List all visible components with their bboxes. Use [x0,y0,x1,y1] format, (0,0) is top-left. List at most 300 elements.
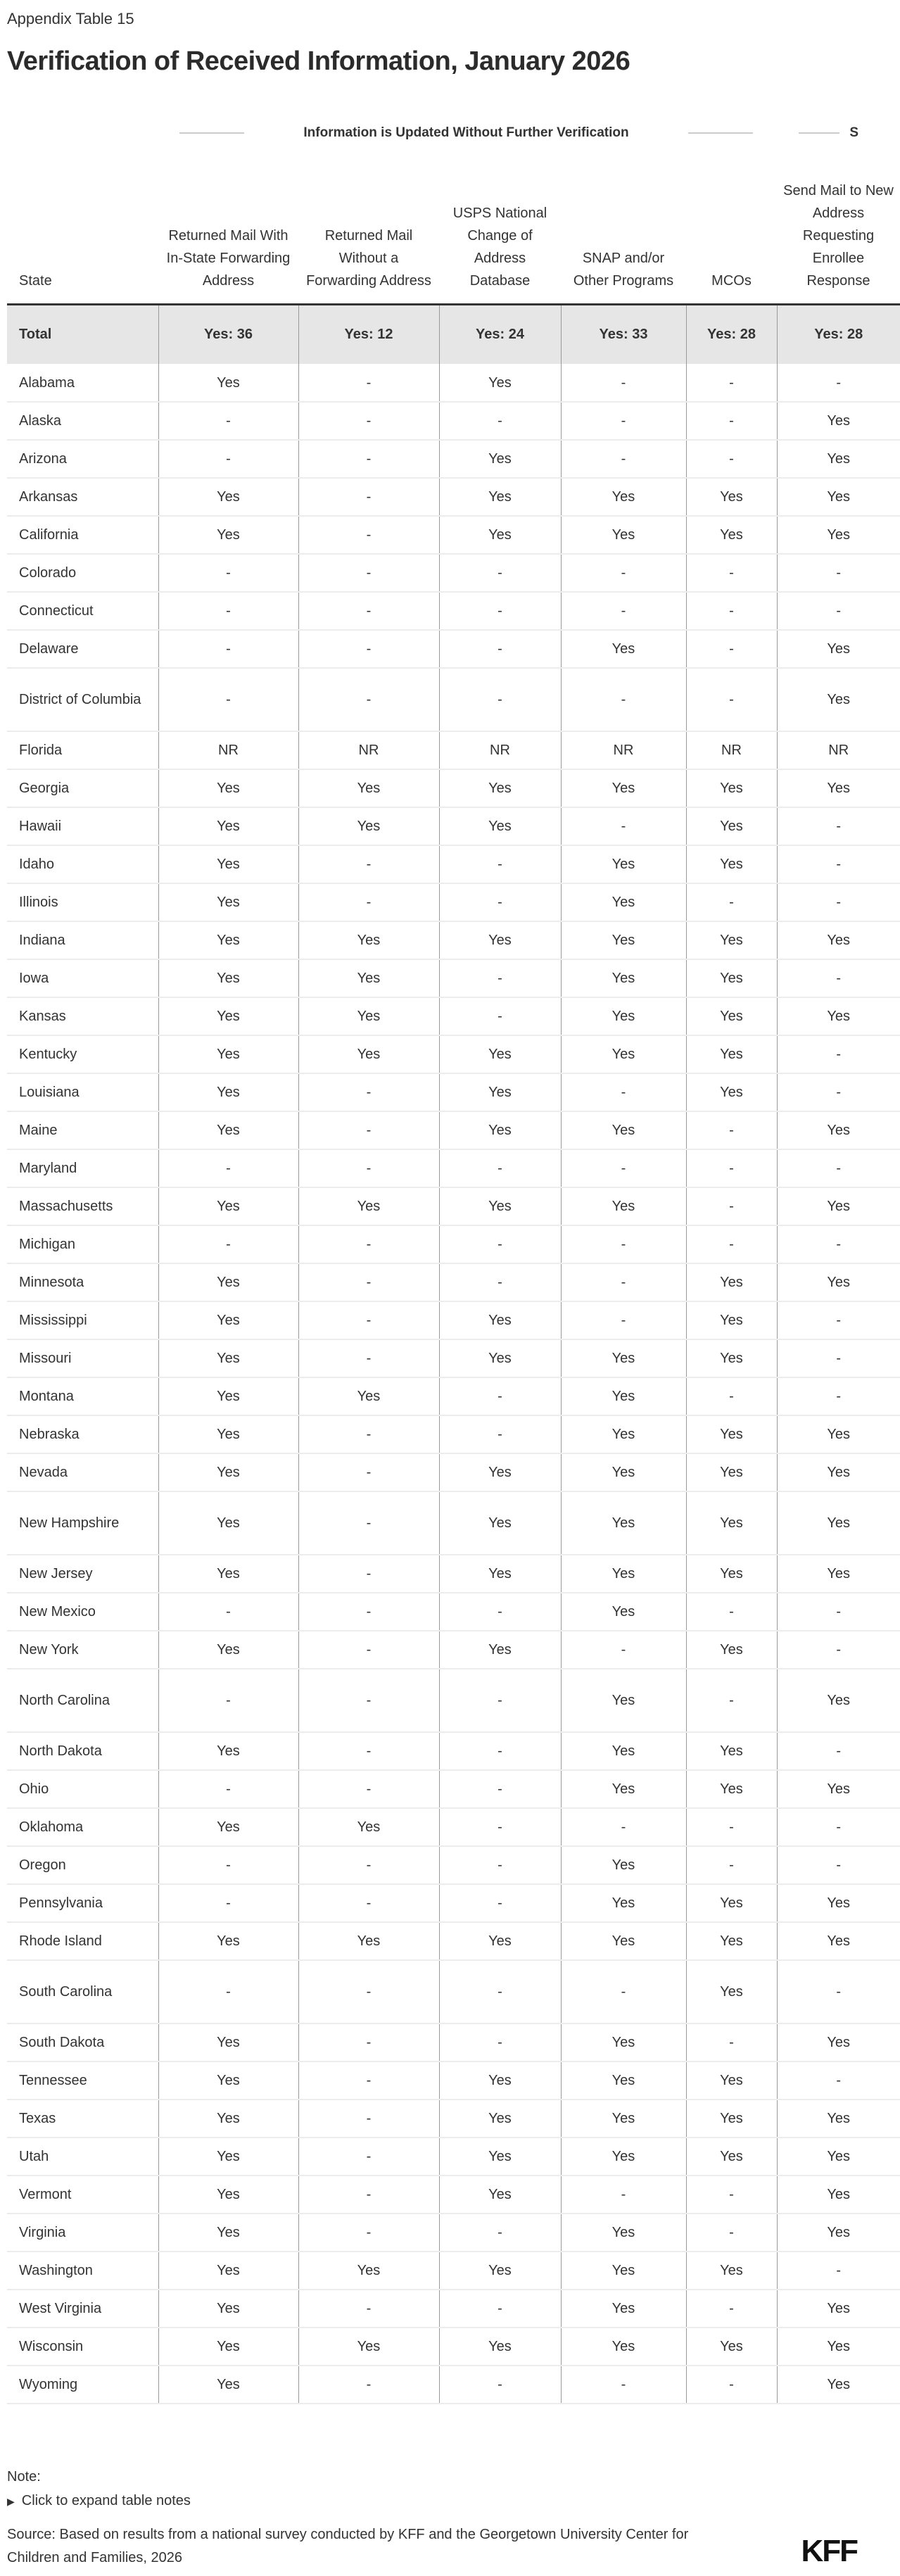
table-row [7,807,900,845]
value-cell: - [158,630,298,668]
state-cell: Wyoming [7,2366,158,2404]
value-cell: Yes [158,1631,298,1669]
value-cell: Yes: 12 [298,304,439,364]
value-cell: - [777,1149,900,1187]
value-cell: Yes [686,2062,777,2100]
value-cell: - [777,2062,900,2100]
value-cell: Yes: 28 [777,304,900,364]
value-cell: Yes [439,1631,561,1669]
value-cell: - [686,1187,777,1225]
value-cell: - [686,2023,777,2062]
value-cell: - [439,1884,561,1922]
table-row [7,1073,900,1111]
value-cell: Yes [561,1846,686,1884]
value-cell: Yes [777,1770,900,1808]
value-cell: Yes [158,2214,298,2252]
value-cell: - [686,1808,777,1846]
value-cell: - [686,2290,777,2328]
value-cell: - [439,883,561,921]
value-cell: - [298,1960,439,2023]
state-cell: Tennessee [7,2062,158,2100]
table-row [7,554,900,592]
value-cell: - [439,2290,561,2328]
value-cell: Yes [561,997,686,1035]
value-cell: Yes [561,1377,686,1415]
value-cell: - [561,1149,686,1187]
value-cell: - [298,1301,439,1339]
state-cell: Indiana [7,921,158,959]
table-row [7,1770,900,1808]
state-cell: Minnesota [7,1263,158,1301]
value-cell: - [298,1073,439,1111]
appendix-label: Appendix Table 15 [7,10,134,27]
value-cell: Yes [561,478,686,516]
value-cell: - [561,1301,686,1339]
value-cell: Yes [686,921,777,959]
value-cell: Yes [686,1073,777,1111]
table-row [7,1149,900,1187]
value-cell: Yes [158,1339,298,1377]
value-cell: - [777,1631,900,1669]
column-header[interactable]: SNAP and/or Other Programs [561,148,686,304]
value-cell: NR [439,731,561,769]
value-cell: Yes [439,2252,561,2290]
value-cell: Yes [439,364,561,402]
value-cell: Yes [158,1111,298,1149]
value-cell: Yes [777,402,900,440]
value-cell: Yes [439,807,561,845]
value-cell: - [298,1669,439,1732]
value-cell: - [158,668,298,731]
table-row [7,1111,900,1149]
value-cell: Yes [158,1073,298,1111]
column-header-state[interactable]: State [7,148,158,304]
value-cell: Yes [777,921,900,959]
value-cell: - [686,1377,777,1415]
value-cell: Yes [158,2366,298,2404]
value-cell: Yes [686,1453,777,1491]
state-cell: Ohio [7,1770,158,1808]
column-header[interactable]: MCOs [686,148,777,304]
state-cell: New Jersey [7,1555,158,1593]
value-cell: Yes [561,1187,686,1225]
value-cell: - [777,1808,900,1846]
state-cell: Massachusetts [7,1187,158,1225]
state-cell: South Carolina [7,1960,158,2023]
value-cell: Yes [686,1555,777,1593]
table-row [7,1377,900,1415]
value-cell: - [298,1263,439,1301]
divider [179,132,244,134]
value-cell: - [439,630,561,668]
value-cell: Yes [561,2290,686,2328]
value-cell: Yes [439,478,561,516]
value-cell: - [777,1960,900,2023]
value-cell: - [298,1453,439,1491]
state-cell: Wisconsin [7,2328,158,2366]
state-cell: Michigan [7,1225,158,1263]
value-cell: Yes [686,1960,777,2023]
value-cell: Yes [561,1732,686,1770]
state-cell: Kansas [7,997,158,1035]
value-cell: Yes [686,1770,777,1808]
value-cell: - [298,2176,439,2214]
value-cell: - [561,1631,686,1669]
value-cell: Yes [158,2290,298,2328]
value-cell: - [686,1669,777,1732]
value-cell: Yes [298,959,439,997]
table-row [7,1415,900,1453]
value-cell: Yes [686,1922,777,1960]
state-cell: North Dakota [7,1732,158,1770]
value-cell: - [439,1808,561,1846]
state-cell: Alaska [7,402,158,440]
state-cell: New Hampshire [7,1491,158,1555]
table-row [7,959,900,997]
value-cell: - [777,1035,900,1073]
value-cell: - [686,554,777,592]
value-cell: - [298,668,439,731]
column-header[interactable]: Returned Mail Without a Forwarding Address [298,148,439,304]
value-cell: - [298,1732,439,1770]
divider [799,132,839,134]
value-cell: Yes [686,997,777,1035]
value-cell: - [298,630,439,668]
value-cell: - [561,1808,686,1846]
value-cell: NR [777,731,900,769]
table-row [7,2328,900,2366]
kff-logo: KFF [801,2534,857,2568]
value-cell: - [439,592,561,630]
value-cell: - [561,668,686,731]
value-cell: - [777,1301,900,1339]
value-cell: Yes [439,2328,561,2366]
value-cell: Yes [561,921,686,959]
value-cell: Yes [686,1301,777,1339]
table-row [7,2023,900,2062]
table-row [7,1555,900,1593]
value-cell: - [561,592,686,630]
value-cell: - [439,1732,561,1770]
table-row [7,1035,900,1073]
column-group-header [179,122,753,144]
state-cell: Total [7,304,158,364]
value-cell: - [298,1149,439,1187]
value-cell: Yes [686,2328,777,2366]
state-cell: Arizona [7,440,158,478]
table-row [7,2366,900,2404]
value-cell: - [439,1846,561,1884]
value-cell: Yes [777,1669,900,1732]
value-cell: Yes [158,769,298,807]
value-cell: - [439,1669,561,1732]
value-cell: - [439,402,561,440]
value-cell: - [298,1415,439,1453]
value-cell: Yes [439,1111,561,1149]
value-cell: Yes [561,630,686,668]
column-header[interactable]: USPS National Change of Address Database [439,148,561,304]
value-cell: Yes [298,1187,439,1225]
table-row [7,2252,900,2290]
value-cell: Yes [439,516,561,554]
state-cell: Idaho [7,845,158,883]
value-cell: - [561,1960,686,2023]
value-cell: - [686,2366,777,2404]
value-cell: Yes [777,2100,900,2138]
value-cell: - [439,1149,561,1187]
value-cell: Yes [158,921,298,959]
value-cell: - [158,1149,298,1187]
value-cell: - [158,1225,298,1263]
divider [688,132,753,134]
value-cell: - [686,630,777,668]
value-cell: - [777,1846,900,1884]
table-row [7,2062,900,2100]
state-cell: Maine [7,1111,158,1149]
value-cell: - [777,592,900,630]
value-cell: Yes [439,1187,561,1225]
state-cell: Maryland [7,1149,158,1187]
state-cell: Utah [7,2138,158,2176]
value-cell: Yes [158,2328,298,2366]
note-label: Note: [7,2469,41,2485]
value-cell: - [298,440,439,478]
table-row [7,1922,900,1960]
value-cell: Yes [561,1491,686,1555]
value-cell: Yes [777,2023,900,2062]
value-cell: Yes [158,883,298,921]
value-cell: - [439,1593,561,1631]
value-cell: - [686,1111,777,1149]
value-cell: NR [686,731,777,769]
state-cell: Arkansas [7,478,158,516]
state-cell: West Virginia [7,2290,158,2328]
expand-notes-label: Click to expand table notes [21,2493,191,2508]
value-cell: - [158,554,298,592]
value-cell: - [439,959,561,997]
table-row [7,921,900,959]
value-cell: Yes [298,1922,439,1960]
value-cell: Yes [561,769,686,807]
value-cell: NR [561,731,686,769]
value-cell: - [298,478,439,516]
value-cell: Yes [298,1035,439,1073]
value-cell: - [686,668,777,731]
state-cell: Connecticut [7,592,158,630]
state-cell: Colorado [7,554,158,592]
state-cell: District of Columbia [7,668,158,731]
value-cell: Yes [298,1377,439,1415]
value-cell: Yes [158,807,298,845]
value-cell: Yes [158,1301,298,1339]
value-cell: Yes [686,845,777,883]
value-cell: - [158,1960,298,2023]
value-cell: Yes: 36 [158,304,298,364]
state-cell: Virginia [7,2214,158,2252]
value-cell: Yes [439,1035,561,1073]
value-cell: Yes [158,2138,298,2176]
table-row [7,402,900,440]
value-cell: - [686,1225,777,1263]
state-cell: Vermont [7,2176,158,2214]
table-row [7,516,900,554]
column-header[interactable]: Returned Mail With In-State Forwarding Address [158,148,298,304]
state-cell: Oregon [7,1846,158,1884]
value-cell: - [686,1149,777,1187]
value-cell: Yes [439,921,561,959]
value-cell: - [158,402,298,440]
value-cell: Yes [561,2328,686,2366]
value-cell: Yes [686,2252,777,2290]
value-cell: NR [158,731,298,769]
value-cell: - [439,2023,561,2062]
state-cell: Nevada [7,1453,158,1491]
table-row [7,478,900,516]
value-cell: - [158,1593,298,1631]
table-row [7,769,900,807]
value-cell: - [777,807,900,845]
value-cell: - [439,1263,561,1301]
expand-notes-toggle[interactable] [7,2493,191,2509]
value-cell: NR [298,731,439,769]
value-cell: Yes [561,2138,686,2176]
value-cell: Yes [561,516,686,554]
value-cell: Yes [777,1263,900,1301]
value-cell: Yes [561,1593,686,1631]
column-group-label: Information is Updated Without Further Verification [303,125,629,140]
value-cell: Yes: 28 [686,304,777,364]
value-cell: - [158,1669,298,1732]
value-cell: Yes [439,2176,561,2214]
value-cell: - [686,2214,777,2252]
data-table [7,148,900,2404]
page-title: Verification of Received Information, January 2026 [7,46,630,76]
value-cell: Yes [777,997,900,1035]
table-row [7,1732,900,1770]
value-cell: Yes [158,845,298,883]
table-row [7,1301,900,1339]
value-cell: Yes [158,2023,298,2062]
value-cell: - [686,883,777,921]
value-cell: - [686,402,777,440]
value-cell: Yes [561,1669,686,1732]
table-row [7,1631,900,1669]
value-cell: - [439,845,561,883]
value-cell: Yes [158,1491,298,1555]
value-cell: Yes [439,1922,561,1960]
value-cell: Yes [777,1922,900,1960]
value-cell: - [777,364,900,402]
value-cell: Yes: 24 [439,304,561,364]
state-cell: Louisiana [7,1073,158,1111]
value-cell: - [777,1593,900,1631]
value-cell: Yes [439,2062,561,2100]
value-cell: - [439,1960,561,2023]
state-cell: Washington [7,2252,158,2290]
table-row [7,2176,900,2214]
value-cell: - [561,402,686,440]
value-cell: - [298,1884,439,1922]
state-cell: Hawaii [7,807,158,845]
state-cell: Texas [7,2100,158,2138]
source-text: Source: Based on results from a national survey conducted by KFF and the Georgetown University Center for Children and Families, 2026 [7,2527,689,2565]
value-cell: Yes [158,2252,298,2290]
value-cell: Yes [561,1415,686,1453]
value-cell: Yes [686,1035,777,1073]
value-cell: - [298,364,439,402]
value-cell: - [298,1491,439,1555]
value-cell: - [439,1415,561,1453]
table-row [7,883,900,921]
value-cell: Yes [298,2328,439,2366]
value-cell: - [298,883,439,921]
value-cell: - [777,1339,900,1377]
value-cell: - [686,2176,777,2214]
value-cell: Yes [298,2252,439,2290]
column-group-label: S [849,125,858,140]
value-cell: Yes [561,1111,686,1149]
value-cell: - [777,1377,900,1415]
value-cell: Yes [686,2100,777,2138]
value-cell: Yes [777,478,900,516]
value-cell: Yes [439,1555,561,1593]
value-cell: Yes [158,1732,298,1770]
table-row [7,2138,900,2176]
value-cell: Yes [298,807,439,845]
value-cell: - [298,2214,439,2252]
state-cell: Oklahoma [7,1808,158,1846]
value-cell: Yes [777,2366,900,2404]
value-cell: Yes [777,516,900,554]
value-cell: - [777,883,900,921]
state-cell: South Dakota [7,2023,158,2062]
table-row [7,1339,900,1377]
column-header[interactable]: Send Mail to New Address Requesting Enrollee Response [777,148,900,304]
value-cell: Yes [158,1808,298,1846]
value-cell: - [777,959,900,997]
value-cell: - [686,1846,777,1884]
table-row [7,1884,900,1922]
value-cell: - [439,1770,561,1808]
value-cell: - [561,807,686,845]
value-cell: - [158,1884,298,1922]
value-cell: Yes [686,1732,777,1770]
value-cell: Yes [777,2176,900,2214]
value-cell: Yes [158,1922,298,1960]
state-cell: Iowa [7,959,158,997]
value-cell: Yes [158,364,298,402]
value-cell: - [298,1225,439,1263]
value-cell: Yes [561,2100,686,2138]
value-cell: Yes [561,845,686,883]
value-cell: Yes [439,1073,561,1111]
value-cell: - [298,402,439,440]
state-cell: New Mexico [7,1593,158,1631]
value-cell: - [561,1263,686,1301]
value-cell: - [561,2366,686,2404]
state-cell: California [7,516,158,554]
value-cell: Yes [158,1035,298,1073]
value-cell: - [777,1732,900,1770]
value-cell: - [439,554,561,592]
value-cell: Yes [298,1808,439,1846]
value-cell: Yes [158,1415,298,1453]
value-cell: Yes [777,2138,900,2176]
table-row [7,1808,900,1846]
table-row [7,1491,900,1555]
value-cell: - [298,1846,439,1884]
table-row [7,997,900,1035]
